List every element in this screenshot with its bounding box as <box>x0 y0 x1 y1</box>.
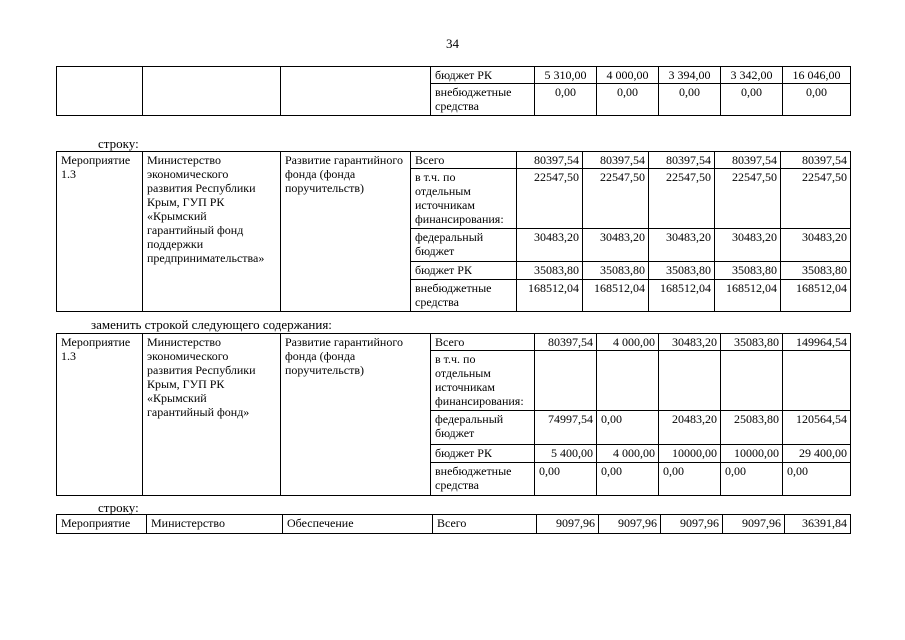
value-cell: 168512,04 <box>649 280 715 312</box>
value-cell: 80397,54 <box>583 152 649 169</box>
table-original <box>56 151 851 312</box>
value-cell: 0,00 <box>597 463 659 496</box>
value-cell: 35083,80 <box>715 262 781 280</box>
name-cell: Обеспечение <box>283 515 433 534</box>
value-cell: 120564,54 <box>783 411 851 445</box>
executor-cell: Министерство экономического развития Республики Крым, ГУП РК «Крымский гарантийный фонд поддержки предпринимательства» <box>143 152 281 312</box>
source-cell: внебюджетные средства <box>411 280 517 312</box>
value-cell: 30483,20 <box>583 229 649 262</box>
source-cell: в т.ч. по отдельным источникам финансирования: <box>411 169 517 229</box>
source-cell: федеральный бюджет <box>411 229 517 262</box>
table-next <box>56 514 851 534</box>
source-cell: бюджет РК <box>431 67 535 84</box>
event-cell: Мероприятие 1.3 <box>57 152 143 312</box>
value-cell: 9097,96 <box>537 515 599 534</box>
value-cell: 9097,96 <box>723 515 785 534</box>
value-cell: 10000,00 <box>659 445 721 463</box>
executor-cell: Министерство <box>147 515 283 534</box>
value-cell <box>721 351 783 411</box>
table-replacement <box>56 333 851 496</box>
value-cell: 3 394,00 <box>659 67 721 84</box>
value-cell: 4 000,00 <box>597 67 659 84</box>
value-cell: 0,00 <box>597 411 659 445</box>
source-cell: внебюджетные средства <box>431 463 535 496</box>
value-cell: 5 400,00 <box>535 445 597 463</box>
value-cell: 74997,54 <box>535 411 597 445</box>
name-cell: Развитие гарантийного фонда (фонда поручительств) <box>281 152 411 312</box>
value-cell: 4 000,00 <box>597 445 659 463</box>
table-row <box>57 515 851 534</box>
value-cell: 36391,84 <box>785 515 851 534</box>
source-cell: внебюджетные средства <box>431 84 535 116</box>
value-cell: 16 046,00 <box>783 67 851 84</box>
value-cell <box>535 351 597 411</box>
source-cell: Всего <box>411 152 517 169</box>
event-cell <box>57 67 143 116</box>
value-cell: 3 342,00 <box>721 67 783 84</box>
value-cell: 168512,04 <box>583 280 649 312</box>
value-cell: 168512,04 <box>715 280 781 312</box>
value-cell: 0,00 <box>783 463 851 496</box>
source-cell: в т.ч. по отдельным источникам финансирования: <box>431 351 535 411</box>
value-cell: 35083,80 <box>583 262 649 280</box>
event-cell: Мероприятие 1.3 <box>57 334 143 496</box>
executor-cell: Министерство экономического развития Республики Крым, ГУП РК «Крымский гарантийный фонд» <box>143 334 281 496</box>
value-cell: 30483,20 <box>517 229 583 262</box>
value-cell <box>597 351 659 411</box>
page-number: 34 <box>446 36 459 51</box>
value-cell: 22547,50 <box>583 169 649 229</box>
event-cell: Мероприятие <box>57 515 147 534</box>
value-cell <box>783 351 851 411</box>
value-cell <box>659 351 721 411</box>
source-cell: Всего <box>433 515 537 534</box>
value-cell: 0,00 <box>535 84 597 116</box>
value-cell: 0,00 <box>659 463 721 496</box>
value-cell: 30483,20 <box>649 229 715 262</box>
value-cell: 35083,80 <box>649 262 715 280</box>
source-cell: Всего <box>431 334 535 351</box>
value-cell: 35083,80 <box>721 334 783 351</box>
name-cell <box>281 67 431 116</box>
source-cell: бюджет РК <box>431 445 535 463</box>
value-cell: 35083,80 <box>781 262 851 280</box>
value-cell: 25083,80 <box>721 411 783 445</box>
value-cell: 80397,54 <box>517 152 583 169</box>
value-cell: 0,00 <box>721 463 783 496</box>
table-row <box>57 152 851 169</box>
source-cell: бюджет РК <box>411 262 517 280</box>
value-cell: 0,00 <box>721 84 783 116</box>
value-cell: 80397,54 <box>535 334 597 351</box>
value-cell: 20483,20 <box>659 411 721 445</box>
value-cell: 168512,04 <box>781 280 851 312</box>
value-cell: 0,00 <box>535 463 597 496</box>
label-stroku: строку: <box>98 136 139 151</box>
value-cell: 0,00 <box>597 84 659 116</box>
value-cell: 168512,04 <box>517 280 583 312</box>
table-continuation <box>56 66 851 116</box>
table-row <box>57 67 851 84</box>
label-stroku-2: строку: <box>98 500 139 515</box>
value-cell: 22547,50 <box>781 169 851 229</box>
value-cell: 29 400,00 <box>783 445 851 463</box>
label-replace: заменить строкой следующего содержания: <box>91 317 332 332</box>
value-cell: 80397,54 <box>781 152 851 169</box>
value-cell: 0,00 <box>659 84 721 116</box>
value-cell: 30483,20 <box>781 229 851 262</box>
value-cell: 30483,20 <box>659 334 721 351</box>
source-cell: федеральный бюджет <box>431 411 535 445</box>
value-cell: 80397,54 <box>649 152 715 169</box>
value-cell: 4 000,00 <box>597 334 659 351</box>
value-cell: 35083,80 <box>517 262 583 280</box>
value-cell: 9097,96 <box>599 515 661 534</box>
value-cell: 80397,54 <box>715 152 781 169</box>
value-cell: 22547,50 <box>517 169 583 229</box>
value-cell: 5 310,00 <box>535 67 597 84</box>
value-cell: 22547,50 <box>715 169 781 229</box>
name-cell: Развитие гарантийного фонда (фонда поручительств) <box>281 334 431 496</box>
executor-cell <box>143 67 281 116</box>
table-row <box>57 334 851 351</box>
value-cell: 30483,20 <box>715 229 781 262</box>
value-cell: 0,00 <box>783 84 851 116</box>
value-cell: 149964,54 <box>783 334 851 351</box>
value-cell: 22547,50 <box>649 169 715 229</box>
value-cell: 9097,96 <box>661 515 723 534</box>
value-cell: 10000,00 <box>721 445 783 463</box>
